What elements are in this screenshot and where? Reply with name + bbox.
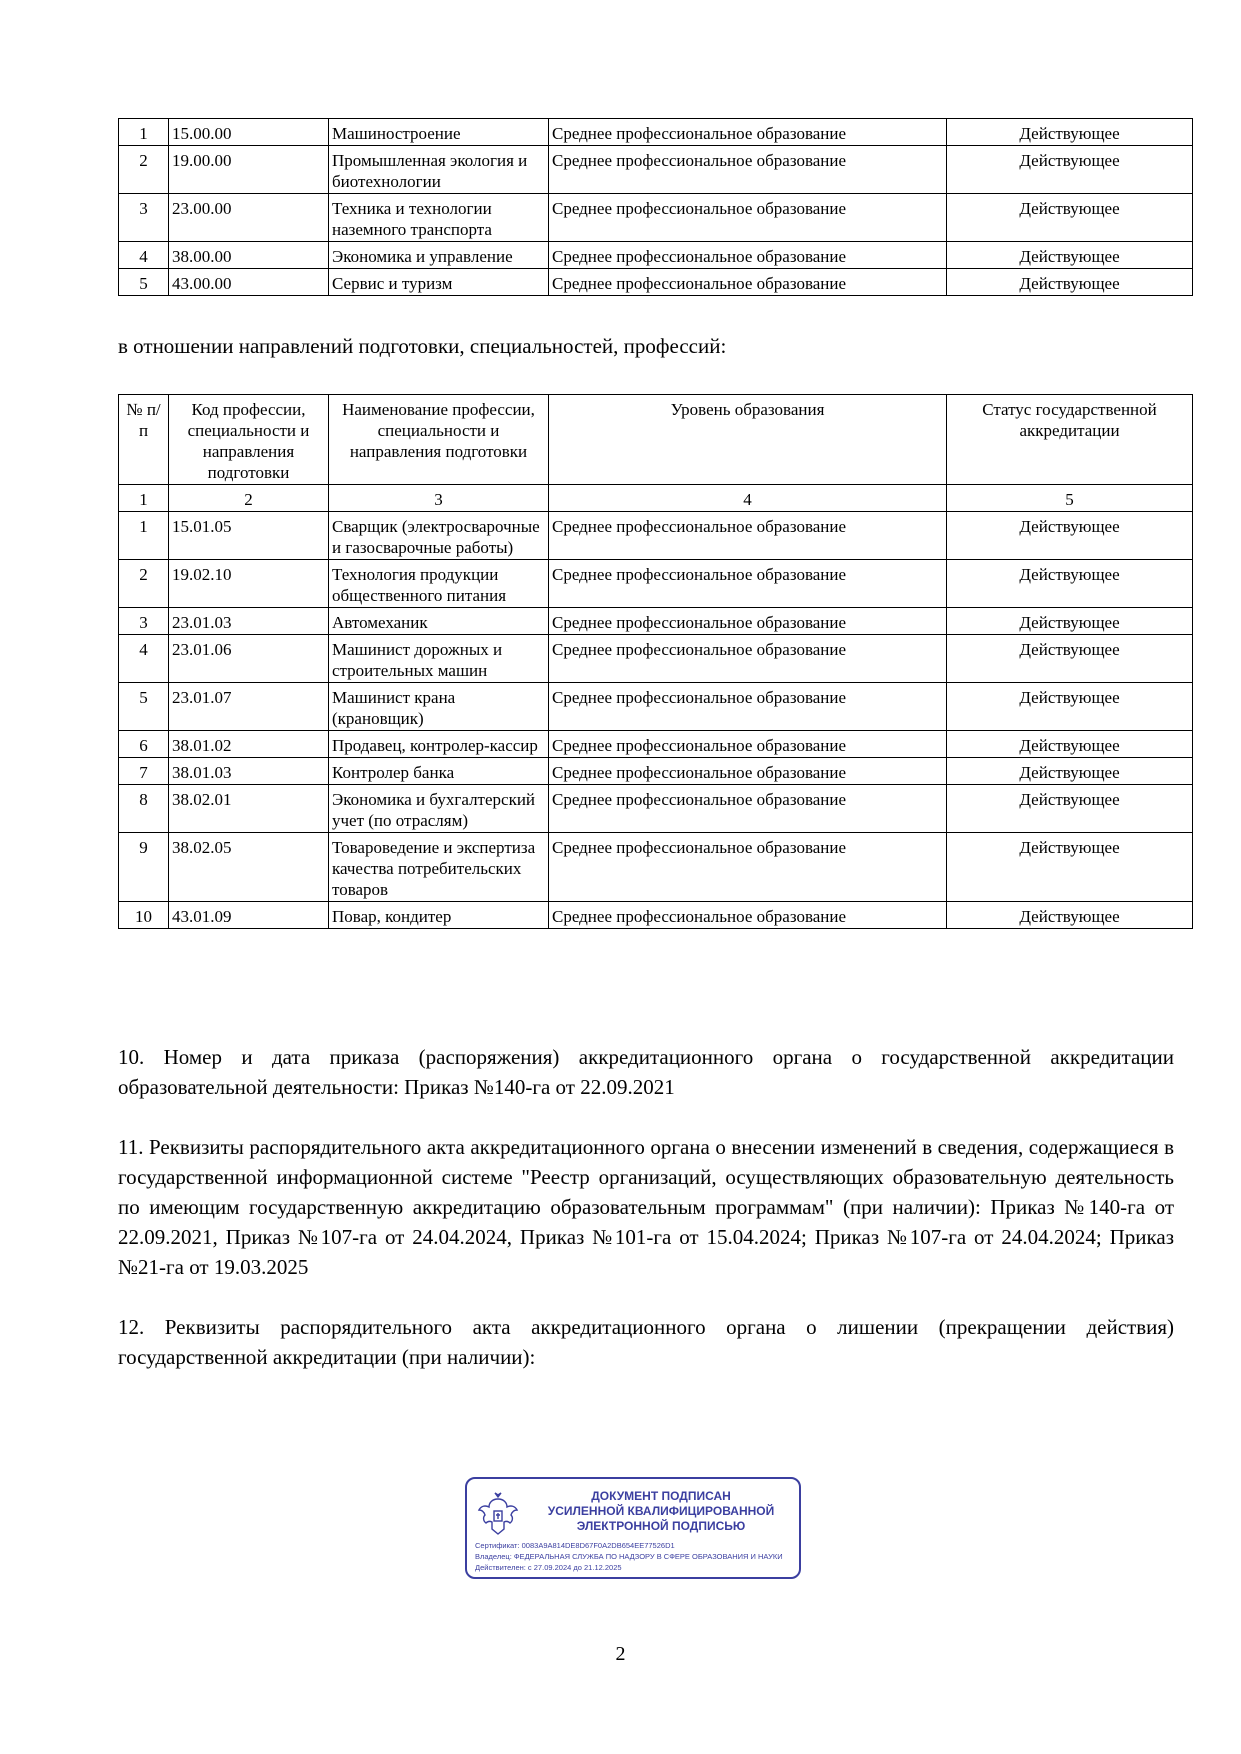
row-level: Среднее профессиональное образование — [549, 683, 947, 731]
row-status: Действующее — [947, 635, 1193, 683]
column-number: 2 — [169, 485, 329, 512]
row-status: Действующее — [947, 119, 1193, 146]
paragraph-11: 11. Реквизиты распорядительного акта аккредитационного органа о внесении изменений в сведения, содержащиеся в государственной информационной системе "Реестр организаций, осуществляющих образовательную деятельность по имеющим государственную аккредитацию образовательным программам" (при наличии): Приказ №140-га от 22.09.2021, Приказ №107-га от 24.04.2024, Приказ №101-га от 15.04.2024; Приказ №107-га от 24.04.2024; Приказ №21-га от 19.03.2025 — [118, 1135, 1174, 1279]
row-status: Действующее — [947, 146, 1193, 194]
row-name: Сервис и туризм — [329, 269, 549, 296]
header-row — [119, 395, 1193, 485]
row-code: 38.01.02 — [169, 731, 329, 758]
row-code: 38.02.01 — [169, 785, 329, 833]
row-status: Действующее — [947, 785, 1193, 833]
row-status: Действующее — [947, 731, 1193, 758]
table-row — [119, 194, 1193, 242]
professions-table-body — [119, 512, 1193, 929]
row-number: 8 — [119, 785, 169, 833]
row-code: 23.01.03 — [169, 608, 329, 635]
header-level: Уровень образования — [549, 395, 947, 485]
row-name: Машиностроение — [329, 119, 549, 146]
table-row — [119, 269, 1193, 296]
row-code: 15.01.05 — [169, 512, 329, 560]
column-numbers-row — [119, 485, 1193, 512]
row-name: Экономика и бухгалтерский учет (по отраслям) — [329, 785, 549, 833]
row-level: Среднее профессиональное образование — [549, 560, 947, 608]
column-number: 5 — [947, 485, 1193, 512]
row-status: Действующее — [947, 902, 1193, 929]
row-code: 38.02.05 — [169, 833, 329, 902]
row-status: Действующее — [947, 560, 1193, 608]
table-row — [119, 560, 1193, 608]
row-level: Среднее профессиональное образование — [549, 731, 947, 758]
row-level: Среднее профессиональное образование — [549, 512, 947, 560]
stamp-certificate: Сертификат: 0083A9A814DE8D67F0A2DB654EE77526D1 — [475, 1541, 675, 1550]
table-row — [119, 512, 1193, 560]
row-level: Среднее профессиональное образование — [549, 194, 947, 242]
electronic-signature-stamp — [465, 1477, 801, 1579]
row-code: 19.00.00 — [169, 146, 329, 194]
table-row — [119, 146, 1193, 194]
row-status: Действующее — [947, 608, 1193, 635]
row-code: 43.01.09 — [169, 902, 329, 929]
row-level: Среднее профессиональное образование — [549, 242, 947, 269]
stamp-details — [475, 1540, 797, 1573]
row-number: 4 — [119, 635, 169, 683]
stamp-title-line: ДОКУМЕНТ ПОДПИСАН — [591, 1489, 731, 1503]
coat-of-arms-icon — [477, 1491, 519, 1537]
stamp-validity: Действителен: с 27.09.2024 до 21.12.2025 — [475, 1563, 622, 1572]
row-level: Среднее профессиональное образование — [549, 833, 947, 902]
row-name: Товароведение и экспертиза качества потребительских товаров — [329, 833, 549, 902]
row-name: Повар, кондитер — [329, 902, 549, 929]
row-number: 6 — [119, 731, 169, 758]
row-level: Среднее профессиональное образование — [549, 785, 947, 833]
row-number: 4 — [119, 242, 169, 269]
row-status: Действующее — [947, 758, 1193, 785]
row-name: Контролер банка — [329, 758, 549, 785]
row-level: Среднее профессиональное образование — [549, 608, 947, 635]
row-name: Продавец, контролер-кассир — [329, 731, 549, 758]
stamp-title-line: УСИЛЕННОЙ КВАЛИФИЦИРОВАННОЙ — [547, 1504, 775, 1518]
row-name: Промышленная экология и биотехнологии — [329, 146, 549, 194]
row-level: Среднее профессиональное образование — [549, 635, 947, 683]
row-name: Сварщик (электросварочные и газосварочные работы) — [329, 512, 549, 560]
table-row — [119, 635, 1193, 683]
table-row — [119, 683, 1193, 731]
row-code: 19.02.10 — [169, 560, 329, 608]
stamp-title — [527, 1489, 795, 1534]
table-row — [119, 833, 1193, 902]
table-row — [119, 785, 1193, 833]
row-number: 3 — [119, 608, 169, 635]
table-row — [119, 119, 1193, 146]
row-number: 10 — [119, 902, 169, 929]
row-number: 2 — [119, 146, 169, 194]
professions-table — [118, 394, 1193, 929]
section-lead-text: в отношении направлений подготовки, специальностей, профессий: — [118, 334, 727, 358]
row-level: Среднее профессиональное образование — [549, 758, 947, 785]
header-status: Статус государственной аккредитации — [947, 395, 1193, 485]
row-code: 15.00.00 — [169, 119, 329, 146]
row-name: Техника и технологии наземного транспорта — [329, 194, 549, 242]
row-number: 1 — [119, 512, 169, 560]
row-code: 23.00.00 — [169, 194, 329, 242]
row-name: Экономика и управление — [329, 242, 549, 269]
table-row — [119, 608, 1193, 635]
stamp-owner: Владелец: ФЕДЕРАЛЬНАЯ СЛУЖБА ПО НАДЗОРУ В СФЕРЕ ОБРАЗОВАНИЯ И НАУКИ — [475, 1552, 783, 1561]
row-level: Среднее профессиональное образование — [549, 902, 947, 929]
row-number: 3 — [119, 194, 169, 242]
row-code: 38.00.00 — [169, 242, 329, 269]
row-number: 7 — [119, 758, 169, 785]
paragraph-12: 12. Реквизиты распорядительного акта аккредитационного органа о лишении (прекращении действия) государственной аккредитации (при наличии): — [118, 1315, 1174, 1369]
row-number: 5 — [119, 683, 169, 731]
table-row — [119, 758, 1193, 785]
row-code: 23.01.07 — [169, 683, 329, 731]
column-number: 4 — [549, 485, 947, 512]
row-code: 38.01.03 — [169, 758, 329, 785]
column-number: 1 — [119, 485, 169, 512]
row-level: Среднее профессиональное образование — [549, 119, 947, 146]
row-status: Действующее — [947, 683, 1193, 731]
header-name: Наименование профессии, специальности и направления подготовки — [329, 395, 549, 485]
row-status: Действующее — [947, 269, 1193, 296]
row-name: Машинист дорожных и строительных машин — [329, 635, 549, 683]
column-number: 3 — [329, 485, 549, 512]
stamp-title-line: ЭЛЕКТРОННОЙ ПОДПИСЬЮ — [576, 1519, 746, 1533]
row-level: Среднее профессиональное образование — [549, 269, 947, 296]
directions-table — [118, 118, 1193, 296]
header-number: № п/п — [119, 395, 169, 485]
row-name: Автомеханик — [329, 608, 549, 635]
page-number: 2 — [615, 1643, 626, 1665]
table-row — [119, 242, 1193, 269]
directions-table-body — [119, 119, 1193, 296]
row-status: Действующее — [947, 194, 1193, 242]
paragraph-10: 10. Номер и дата приказа (распоряжения) аккредитационного органа о государственной аккредитации образовательной деятельности: Приказ №140-га от 22.09.2021 — [118, 1045, 1174, 1099]
row-status: Действующее — [947, 512, 1193, 560]
row-number: 2 — [119, 560, 169, 608]
row-name: Машинист крана (крановщик) — [329, 683, 549, 731]
table-row — [119, 902, 1193, 929]
row-level: Среднее профессиональное образование — [549, 146, 947, 194]
row-code: 23.01.06 — [169, 635, 329, 683]
professions-table-header — [119, 395, 1193, 512]
row-number: 5 — [119, 269, 169, 296]
row-status: Действующее — [947, 242, 1193, 269]
row-name: Технология продукции общественного питания — [329, 560, 549, 608]
row-number: 9 — [119, 833, 169, 902]
row-code: 43.00.00 — [169, 269, 329, 296]
table-row — [119, 731, 1193, 758]
header-code: Код профессии, специальности и направления подготовки — [169, 395, 329, 485]
row-status: Действующее — [947, 833, 1193, 902]
row-number: 1 — [119, 119, 169, 146]
